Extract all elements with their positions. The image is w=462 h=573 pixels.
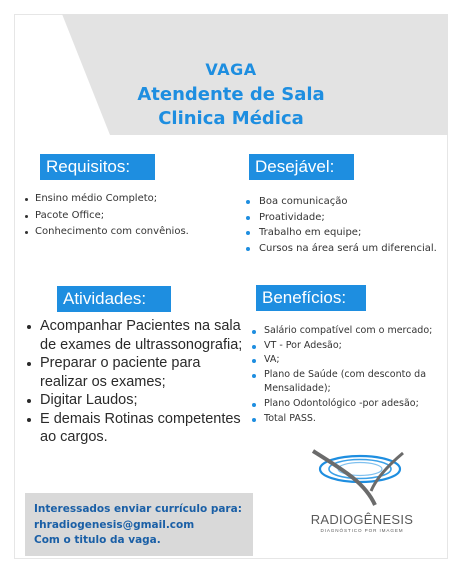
beneficios-heading: Benefícios: bbox=[256, 285, 366, 311]
contact-box bbox=[25, 493, 253, 556]
contact-instruction: Interessados enviar currículo para: bbox=[34, 503, 242, 515]
requisitos-heading: Requisitos: bbox=[40, 154, 155, 180]
list-item: Pacote Office; bbox=[25, 208, 225, 225]
list-item: Conhecimento com convênios. bbox=[25, 224, 225, 241]
contact-email: rhradiogenesis@gmail.com bbox=[34, 518, 195, 531]
header-clinic: Clinica Médica bbox=[158, 108, 304, 129]
list-item: Plano Odontológico -por adesão; bbox=[252, 397, 457, 412]
list-item: VA; bbox=[252, 353, 457, 368]
list-item: Plano de Saúde (com desconto da Mensalidade); bbox=[252, 368, 457, 397]
list-item: Trabalho em equipe; bbox=[246, 225, 461, 241]
requisitos-list bbox=[25, 191, 225, 241]
desejavel-heading: Desejável: bbox=[249, 154, 354, 180]
list-item: Digitar Laudos; bbox=[27, 391, 247, 410]
contact-subject-note: Com o titulo da vaga. bbox=[34, 534, 161, 546]
list-item: Total PASS. bbox=[252, 412, 457, 427]
list-item: E demais Rotinas competentes ao cargos. bbox=[27, 410, 247, 447]
list-item: Acompanhar Pacientes na sala de exames de ultrassonografia; bbox=[27, 317, 247, 354]
atividades-list bbox=[27, 317, 247, 447]
header-vaga: VAGA bbox=[205, 60, 257, 79]
logo-tagline: DIAGNÓSTICO POR IMAGEM bbox=[320, 528, 404, 533]
list-item: VT - Por Adesão; bbox=[252, 339, 457, 354]
list-item: Preparar o paciente para realizar os exames; bbox=[27, 354, 247, 391]
list-item: Boa comunicação bbox=[246, 194, 461, 210]
list-item: Cursos na área será um diferencial. bbox=[246, 241, 461, 257]
list-item: Ensino médio Completo; bbox=[25, 191, 225, 208]
beneficios-list bbox=[252, 324, 457, 426]
list-item: Proatividade; bbox=[246, 210, 461, 226]
header-job-title: Atendente de Sala bbox=[137, 84, 325, 105]
atividades-heading: Atividades: bbox=[57, 286, 171, 312]
desejavel-list bbox=[246, 194, 461, 256]
logo-wordmark: RADIOGÊNESIS bbox=[310, 512, 414, 527]
list-item: Salário compatível com o mercado; bbox=[252, 324, 457, 339]
